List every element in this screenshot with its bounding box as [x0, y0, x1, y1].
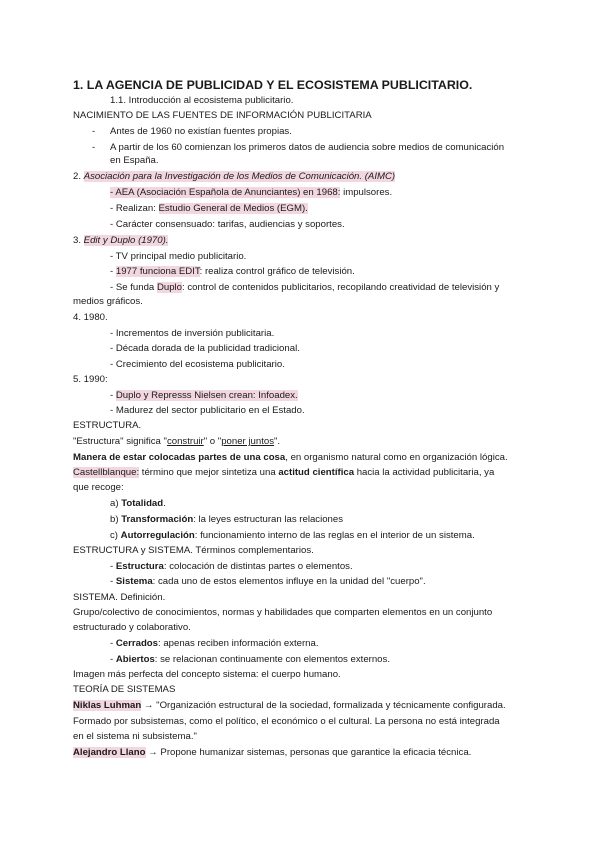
sub-item	[110, 561, 353, 573]
sub-item	[110, 203, 308, 215]
paragraph	[73, 747, 471, 759]
text: término que mejor sintetiza una	[139, 467, 279, 478]
sub-item: - Madurez del sector publicitario en el Estado.	[110, 405, 305, 416]
lettered-item	[110, 498, 166, 510]
text: : apenas reciben información externa.	[158, 638, 319, 649]
sub-item: - TV principal medio publicitario.	[110, 251, 247, 262]
text: b)	[110, 514, 122, 525]
text: " o "	[203, 436, 222, 447]
text: -	[110, 638, 116, 649]
text: - Realizan:	[110, 203, 159, 214]
text: : la leyes estructuran las relaciones	[193, 514, 344, 525]
bullet-item: A partir de los 60 comienzan los primeros datos de audiencia sobre medios de comunicación	[110, 142, 505, 153]
bold-term: Sistema	[115, 576, 153, 587]
bold-term: actitud científica	[278, 467, 355, 478]
paragraph	[73, 700, 506, 712]
list-number: 3.	[73, 235, 84, 246]
text: : cada uno de estos elementos influye en la unidad del "cuerpo".	[152, 576, 426, 587]
highlight: 1977 funciona EDIT	[115, 266, 200, 277]
lettered-item	[110, 514, 343, 526]
section-heading-sistema: SISTEMA. Definición.	[73, 592, 166, 603]
bullet-item-continuation: en España.	[110, 155, 159, 166]
text: .	[163, 498, 166, 509]
sub-item	[110, 266, 355, 278]
bold-term: Manera de estar colocadas partes de una cosa	[73, 452, 286, 463]
sub-item	[110, 638, 319, 650]
bullet-dash: -	[92, 126, 96, 137]
highlighted-heading: Asociación para la Investigación de los Medios de Comunicación. (AIMC)	[83, 171, 396, 182]
sub-item	[110, 390, 298, 402]
sub-item: - Carácter consensuado: tarifas, audiencias y soportes.	[110, 219, 345, 230]
paragraph-continuation: que recoge:	[73, 482, 124, 493]
text: : se relacionan continuamente con elementos externos.	[154, 654, 390, 665]
text: impulsores.	[340, 187, 393, 198]
text: : control de contenidos publicitarios, recopilando creatividad de televisión y	[182, 282, 500, 293]
text: hacia la actividad publicitaria, ya	[354, 467, 495, 478]
list-number: 2.	[73, 171, 82, 182]
document-title: 1. LA AGENCIA DE PUBLICIDAD Y EL ECOSISTEMA PUBLICITARIO.	[73, 78, 473, 92]
list-item-4: 4. 1980.	[73, 312, 108, 323]
text: , en organismo natural como en organización lógica.	[285, 452, 508, 463]
highlight: Duplo y Represss Nielsen crean: Infoadex.	[115, 390, 298, 401]
bold-term: Estructura	[115, 561, 164, 572]
paragraph-continuation: Formado por subsistemas, como el político, el económico o el cultural. La persona no está integrada	[73, 716, 500, 727]
sub-item: - Década dorada de la publicidad tradicional.	[110, 343, 300, 354]
text: → Propone humanizar sistemas, personas que garantice la eficacia técnica.	[145, 747, 472, 758]
text: a)	[110, 498, 122, 509]
text: -	[110, 576, 116, 587]
highlight: - AEA (Asociación Española de Anunciantes) en 1968:	[110, 187, 341, 198]
sub-item	[110, 576, 426, 588]
paragraph-continuation: estructurado y colaborativo.	[73, 622, 191, 633]
text: : funcionamiento interno de las reglas en el interior de un sistema.	[194, 530, 475, 541]
underlined-term: construir	[166, 436, 204, 447]
paragraph	[73, 452, 508, 464]
sub-item: - Crecimiento del ecosistema publicitario.	[110, 359, 285, 370]
sub-item-continuation: medios gráficos.	[73, 296, 143, 307]
sub-item: - Incrementos de inversión publicitaria.	[110, 328, 275, 339]
highlight: Castellblanque:	[73, 467, 140, 478]
text: "Estructura" significa "	[73, 436, 167, 447]
highlight: Niklas Luhman	[73, 700, 142, 711]
bold-term: Totalidad	[121, 498, 164, 509]
underlined-term: poner juntos	[221, 436, 275, 447]
highlight: Alejandro Llano	[73, 747, 146, 758]
paragraph	[73, 436, 280, 448]
text: -	[110, 390, 116, 401]
bold-term: Abiertos	[115, 654, 155, 665]
section-heading-nacimiento: NACIMIENTO DE LAS FUENTES DE INFORMACIÓN PUBLICITARIA	[73, 110, 372, 121]
text: : colocación de distintas partes o elementos.	[163, 561, 353, 572]
paragraph-continuation: en el sistema ni subsistema."	[73, 731, 197, 742]
list-item-5: 5. 1990:	[73, 374, 108, 385]
highlight: Duplo	[156, 282, 183, 293]
text: → "Organización estructural de la sociedad, formalizada y técnicamente configurada.	[141, 700, 506, 711]
highlight: Estudio General de Medios (EGM).	[158, 203, 308, 214]
bold-term: Cerrados	[115, 638, 158, 649]
text: c)	[110, 530, 121, 541]
sub-item	[110, 654, 390, 666]
highlighted-heading: Edit y Duplo (1970).	[83, 235, 169, 246]
bullet-dash: -	[92, 142, 96, 153]
section-heading-teoria: TEORÍA DE SISTEMAS	[73, 684, 176, 695]
sub-item	[110, 187, 392, 199]
text: -	[110, 266, 116, 277]
list-item-2	[73, 171, 395, 183]
text: -	[110, 561, 116, 572]
text: : realiza control gráfico de televisión.	[199, 266, 355, 277]
section-heading-estructura: ESTRUCTURA.	[73, 420, 142, 431]
sub-item	[110, 282, 499, 294]
list-item-3	[73, 235, 168, 247]
paragraph: Grupo/colectivo de conocimientos, normas y habilidades que comparten elementos en un conjunto	[73, 607, 493, 618]
subsection-heading: 1.1. Introducción al ecosistema publicitario.	[110, 95, 294, 106]
text: -	[110, 654, 116, 665]
paragraph: Imagen más perfecta del concepto sistema: el cuerpo humano.	[73, 669, 341, 680]
lettered-item	[110, 530, 475, 542]
bold-term: Transformación	[121, 514, 194, 525]
section-heading-estructura-sistema: ESTRUCTURA y SISTEMA. Términos complementarios.	[73, 545, 314, 556]
text: ".	[274, 436, 281, 447]
text: - Se funda	[110, 282, 157, 293]
bullet-item: Antes de 1960 no existían fuentes propias.	[110, 126, 292, 137]
bold-term: Autorregulación	[120, 530, 195, 541]
paragraph	[73, 467, 494, 479]
